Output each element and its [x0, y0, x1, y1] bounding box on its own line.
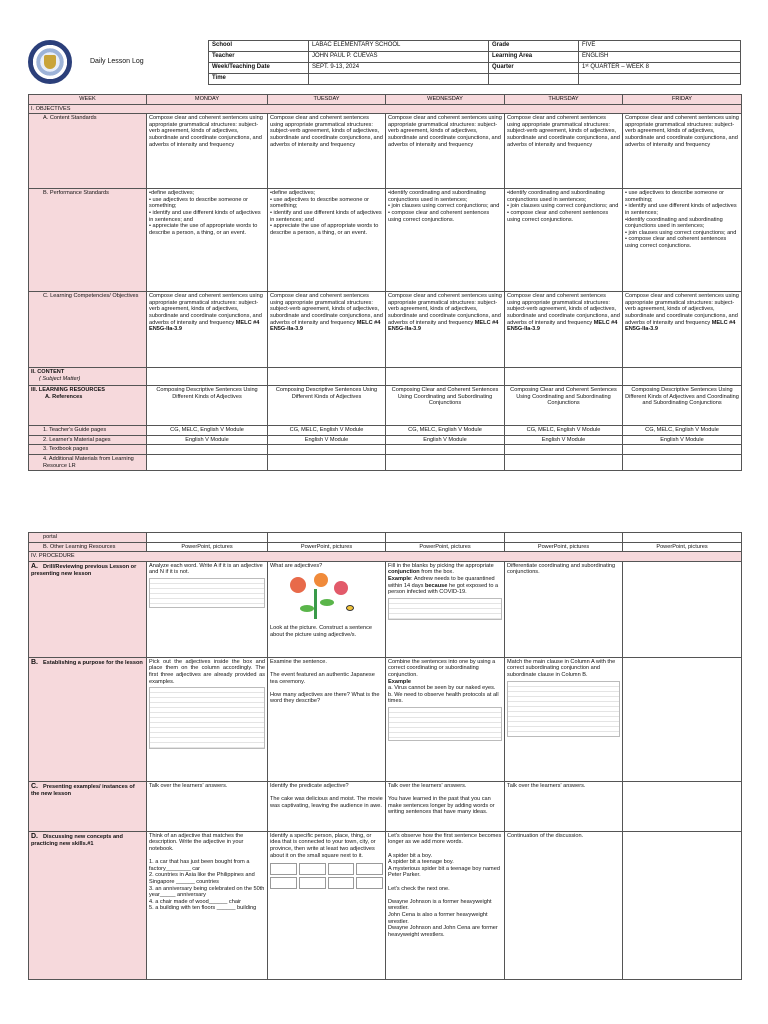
procedure-b-tuesday: Examine the sentence. The event featured an authentic Japanese tea ceremony. How many adjectives are there? What is the word they describe? — [268, 657, 386, 781]
procedure-a-label-cell — [29, 561, 147, 657]
page-two — [28, 532, 741, 980]
competency-code: EN5G-IIa-3.9 — [625, 326, 658, 333]
topic-cell: Composing Descriptive Sentences Using Different Kinds of Adjectives — [147, 386, 268, 426]
info-table — [208, 40, 741, 85]
wed-b-text-2: a. Virus cannot be seen by our naked eyes. b. We need to observe health protocols at all times. — [388, 685, 499, 705]
performance-standards-label: B. Performance Standards — [29, 189, 147, 292]
competency-text: Compose clear and coherent sentences using appropriate grammatical structures: subject-verb agreement, kinds of adjectives, subordinate and coordinate conjunctions, and adverbs of intensity and frequency — [270, 293, 383, 326]
adjective-sort-worksheet — [149, 687, 265, 749]
info-value — [309, 74, 489, 85]
info-key — [489, 74, 579, 85]
day-header-row — [29, 95, 742, 105]
competency-cell — [505, 292, 623, 368]
wed-text-2: from the box. — [419, 569, 454, 576]
resource-row-label: 1. Teacher's Guide pages — [29, 426, 147, 436]
procedure-d-wednesday: Let's observe how the first sentence becomes longer as we add more words. A spider bit a boy. A spider bit a teenage boy. A mysterious spider bit a teenage boy named Peter Parker. Let's check the next one. Dwayne Johnson is a former heavyweight wrestler. John Cena is also a former heavyweight wrestler. Dwayne Johnson and John Cena are former heavyweight wrestlers. — [386, 831, 505, 979]
procedure-b-wednesday — [386, 657, 505, 781]
other-resource-value: PowerPoint, pictures — [147, 542, 268, 552]
melc-tag: MELC #4 — [711, 319, 736, 326]
references-label: A. References — [45, 393, 83, 400]
competency-text: Compose clear and coherent sentences using appropriate grammatical structures: subject-verb agreement, kinds of adjectives, subordinate and coordinate conjunctions, and adverbs of intensity and frequency — [507, 293, 620, 326]
procedure-c-label: Presenting examples/ instances of the new lesson — [31, 783, 135, 798]
info-key: Week/Teaching Date — [209, 63, 309, 74]
content-standards-cell: Compose clear and coherent sentences using appropriate grammatical structures: subject-verb agreement, kinds of adjectives, subordinate and coordinate conjunctions, and adverbs of intensity and frequency — [147, 114, 268, 189]
conjunction-worksheet — [388, 598, 502, 620]
procedure-d-tuesday — [268, 831, 386, 979]
resource-value: English V Module — [147, 435, 268, 445]
wed-because: because — [425, 582, 448, 589]
wed-text-1: Fill in the blanks by picking the appropriate — [388, 562, 494, 569]
performance-cell: •define adjectives; • use adjectives to describe someone or something; • identify and use different kinds of adjectives in sentences; and • appreciate the use of appropriate words to describe a person, a thing, or an event. — [268, 189, 386, 292]
thu-b-text: Match the main clause in Column A with the correct subordinating conjunction and subordinate clause in Column B. — [507, 658, 616, 678]
topic-cell: Composing Descriptive Sentences Using Different Kinds of Adjectives — [268, 386, 386, 426]
resource-value: CG, MELC, English V Module — [623, 426, 742, 436]
resource-value: CG, MELC, English V Module — [268, 426, 386, 436]
day-header: TUESDAY — [268, 95, 386, 105]
competency-code: EN5G-IIa-3.9 — [388, 326, 421, 333]
flower-picture — [270, 571, 383, 623]
lesson-grid — [28, 94, 742, 471]
melc-tag: MELC #4 — [474, 319, 499, 326]
content-standards-cell: Compose clear and coherent sentences using appropriate grammatical structures: subject-verb agreement, kinds of adjectives, subordinate and coordinate conjunctions, and adverbs of intensity and frequency — [386, 114, 505, 189]
procedure-d-label: Discussing new concepts and practicing new skills.#1 — [31, 833, 123, 848]
competency-cell — [147, 292, 268, 368]
competency-code: EN5G-IIa-3.9 — [507, 326, 540, 333]
resources-label: III. LEARNING RESOURCES — [31, 387, 105, 394]
procedure-b-label-cell — [29, 657, 147, 781]
wed-b-text-1: Combine the sentences into one by using a correct coordinating or subordinating conjunction. — [388, 658, 496, 678]
info-value: LABAC ELEMENTARY SCHOOL — [309, 41, 489, 52]
wed-text-3: : Andrew needs to be quarantined within 14 days — [388, 575, 495, 589]
procedure-a-tuesday — [268, 561, 386, 657]
day-header: THURSDAY — [505, 95, 623, 105]
resources-label-cell — [29, 386, 147, 426]
other-resource-value: PowerPoint, pictures — [268, 542, 386, 552]
performance-cell: •define adjectives; • use adjectives to describe someone or something; • identify and use different kinds of adjectives in sentences; and • appreciate the use of appropriate words to describe a person, a thing, or an event. — [147, 189, 268, 292]
other-resource-value: PowerPoint, pictures — [623, 542, 742, 552]
info-key: Time — [209, 74, 309, 85]
content-sub: ( Subject Matter) — [39, 375, 81, 382]
topic-cell: Composing Clear and Coherent Sentences Using Coordinating and Subordinating Conjunctions — [505, 386, 623, 426]
competency-text: Compose clear and coherent sentences using appropriate grammatical structures: subject-verb agreement, kinds of adjectives, subordinate and coordinate conjunctions, and adverbs of intensity and frequency — [388, 293, 502, 326]
procedure-d-letter: D. — [31, 832, 38, 840]
procedure-c-label-cell — [29, 781, 147, 831]
procedure-a-monday-text: Analyze each word. Write A if it is an adjective and N if it is not. — [149, 562, 263, 576]
melc-tag: MELC #4 — [593, 319, 618, 326]
info-value: FIVE — [579, 41, 741, 52]
resource-value: English V Module — [268, 435, 386, 445]
info-key: Grade — [489, 41, 579, 52]
document-title: Daily Lesson Log — [90, 58, 144, 65]
procedure-a-monday — [147, 561, 268, 657]
wed-example-label: Example — [388, 575, 412, 582]
other-resource-value: PowerPoint, pictures — [386, 542, 505, 552]
competencies-label: C. Learning Competencies/ Objectives — [29, 292, 147, 368]
topic-cell: Composing Descriptive Sentences Using Different Kinds of Adjectives and Coordinating and Subordinating Conjunctions — [623, 386, 742, 426]
procedure-d-label-cell — [29, 831, 147, 979]
procedure-b-label: Establishing a purpose for the lesson — [43, 659, 143, 666]
info-value: JOHN PAUL P. CUEVAS — [309, 52, 489, 63]
resource-row-label: 4. Additional Materials from Learning Resource LR — [29, 454, 147, 470]
procedure-c-wednesday: Talk over the learners' answers. You have learned in the past that you can make sentences longer by adding words or writing sentences that have many ideas. — [386, 781, 505, 831]
melc-tag: MELC #4 — [235, 319, 260, 326]
procedure-d-thursday: Continuation of the discussion. — [505, 831, 623, 979]
performance-cell: • use adjectives to describe someone or something; • identify and use different kinds of adjectives in sentences; •identify coordinating and subordinating conjunctions used in sentences; • join clauses using correct conjunctions; and • compose clear and coherent sentences using correct conjunctions. — [623, 189, 742, 292]
header — [28, 38, 741, 94]
resource-value: English V Module — [386, 435, 505, 445]
melc-tag: MELC #4 — [356, 319, 381, 326]
procedure-c-thursday: Talk over the learners' answers. — [505, 781, 623, 831]
day-header: WEEK — [29, 95, 147, 105]
competency-text: Compose clear and coherent sentences using appropriate grammatical structures: subject-verb agreement, kinds of adjectives, subordinate and coordinate conjunctions, and adverbs of intensity and frequency — [625, 293, 739, 326]
bee-icon — [346, 605, 354, 611]
deped-seal-icon — [28, 40, 72, 84]
topic-cell: Composing Clear and Coherent Sentences Using Coordinating and Subordinating Conjunctions — [386, 386, 505, 426]
procedure-a-thursday: Differentiate coordinating and subordinating conjunctions. — [505, 561, 623, 657]
content-standards-label: A. Content Standards — [29, 114, 147, 189]
other-resources-label: B. Other Learning Resources — [29, 542, 147, 552]
competency-text: Compose clear and coherent sentences using appropriate grammatical structures: subject-verb agreement, kinds of adjectives, subordinate and coordinate conjunctions, and adverbs of intensity and frequency — [149, 293, 263, 326]
wed-text-4: he got exposed to a person infected with COVID-19. — [388, 582, 499, 596]
info-value: 1ˢᵗ QUARTER – WEEK 8 — [579, 63, 741, 74]
portal-cell: portal — [29, 533, 147, 543]
section-objectives: I. OBJECTIVES — [29, 104, 742, 114]
content-label-cell — [29, 368, 147, 386]
competency-cell — [268, 292, 386, 368]
competency-code: EN5G-IIa-3.9 — [149, 326, 182, 333]
competency-cell — [386, 292, 505, 368]
procedure-grid — [28, 532, 742, 980]
resource-row-label: 3. Textbook pages — [29, 445, 147, 455]
day-header: FRIDAY — [623, 95, 742, 105]
info-value: SEPT. 9-13, 2024 — [309, 63, 489, 74]
section-procedure: IV. PROCEDURE — [29, 552, 742, 562]
performance-cell: •identify coordinating and subordinating conjunctions used in sentences; • join clauses using correct conjunctions; and • compose clear and coherent sentences using correct conjunctions. — [386, 189, 505, 292]
procedure-a-letter: A. — [31, 562, 38, 570]
resource-value: CG, MELC, English V Module — [147, 426, 268, 436]
procedure-a-tuesday-task: Look at the picture. Construct a sentence about the picture using adjective/s. — [270, 625, 372, 638]
procedure-b-monday — [147, 657, 268, 781]
resource-row-label: 2. Learner's Material pages — [29, 435, 147, 445]
info-key: Quarter — [489, 63, 579, 74]
day-header: MONDAY — [147, 95, 268, 105]
content-standards-cell: Compose clear and coherent sentences using appropriate grammatical structures: subject-verb agreement, kinds of adjectives, subordinate and coordinate conjunctions, and adverbs of intensity and frequency — [268, 114, 386, 189]
procedure-b-thursday — [505, 657, 623, 781]
combine-worksheet — [388, 707, 502, 741]
procedure-c-monday: Talk over the learners' answers. — [147, 781, 268, 831]
content-standards-cell: Compose clear and coherent sentences using appropriate grammatical structures: subject-verb agreement, kinds of adjectives, subordinate and coordinate conjunctions, and adverbs of intensity and frequency — [623, 114, 742, 189]
competency-code: EN5G-IIa-3.9 — [270, 326, 303, 333]
resource-value: English V Module — [505, 435, 623, 445]
page-one — [28, 38, 741, 471]
tue-d-text: Identify a specific person, place, thing, or idea that is connected to your town, city, or province, then write at least two adjectives about it on the small square next to it. — [270, 832, 376, 859]
other-resource-value: PowerPoint, pictures — [505, 542, 623, 552]
resource-value: English V Module — [623, 435, 742, 445]
procedure-a-wednesday — [386, 561, 505, 657]
content-standards-cell: Compose clear and coherent sentences using appropriate grammatical structures: subject-verb agreement, kinds of adjectives, subordinate and coordinate conjunctions, and adverbs of intensity and frequency — [505, 114, 623, 189]
info-key: Teacher — [209, 52, 309, 63]
performance-cell: •identify coordinating and subordinating conjunctions used in sentences; • join clauses using correct conjunctions; and • compose clear and coherent sentences using correct conjunctions. — [505, 189, 623, 292]
wed-b-example: Example — [388, 678, 412, 685]
procedure-c-tuesday: Identify the predicate adjective? The cake was delicious and moist. The movie was captivating, leaving the audience in awe. — [268, 781, 386, 831]
competency-cell — [623, 292, 742, 368]
procedure-c-letter: C. — [31, 782, 38, 790]
info-key: School — [209, 41, 309, 52]
procedure-a-tuesday-q: What are adjectives? — [270, 562, 323, 569]
info-key: Learning Area — [489, 52, 579, 63]
procedure-d-monday: Think of an adjective that matches the description. Write the adjective in your notebook. 1. a car that has just been bought from a factory________ car 2. countries in Asia like the Philippines and Singapore ______ countries 3. an anniversary being celebrated on the 50th year_____ anniversary 4. a chair made of wood______ chair 5. a building with ten floors ______ building — [147, 831, 268, 979]
procedure-a-label: Drill/Reviewing previous Lesson or presenting new lesson — [31, 563, 137, 578]
square-grid-worksheet — [270, 863, 383, 889]
resource-value: CG, MELC, English V Module — [386, 426, 505, 436]
resource-value: CG, MELC, English V Module — [505, 426, 623, 436]
info-value — [579, 74, 741, 85]
procedure-b-monday-text: Pick out the adjectives inside the box and place them on the column accordingly. The first three adjectives are already provided as examples. — [149, 658, 265, 685]
matching-worksheet — [507, 681, 620, 737]
wed-keyword: conjunction — [388, 569, 420, 576]
content-label: II. CONTENT — [31, 369, 65, 376]
info-value: ENGLISH — [579, 52, 741, 63]
procedure-b-letter: B. — [31, 658, 38, 666]
day-header: WEDNESDAY — [386, 95, 505, 105]
word-list-worksheet — [149, 578, 265, 608]
